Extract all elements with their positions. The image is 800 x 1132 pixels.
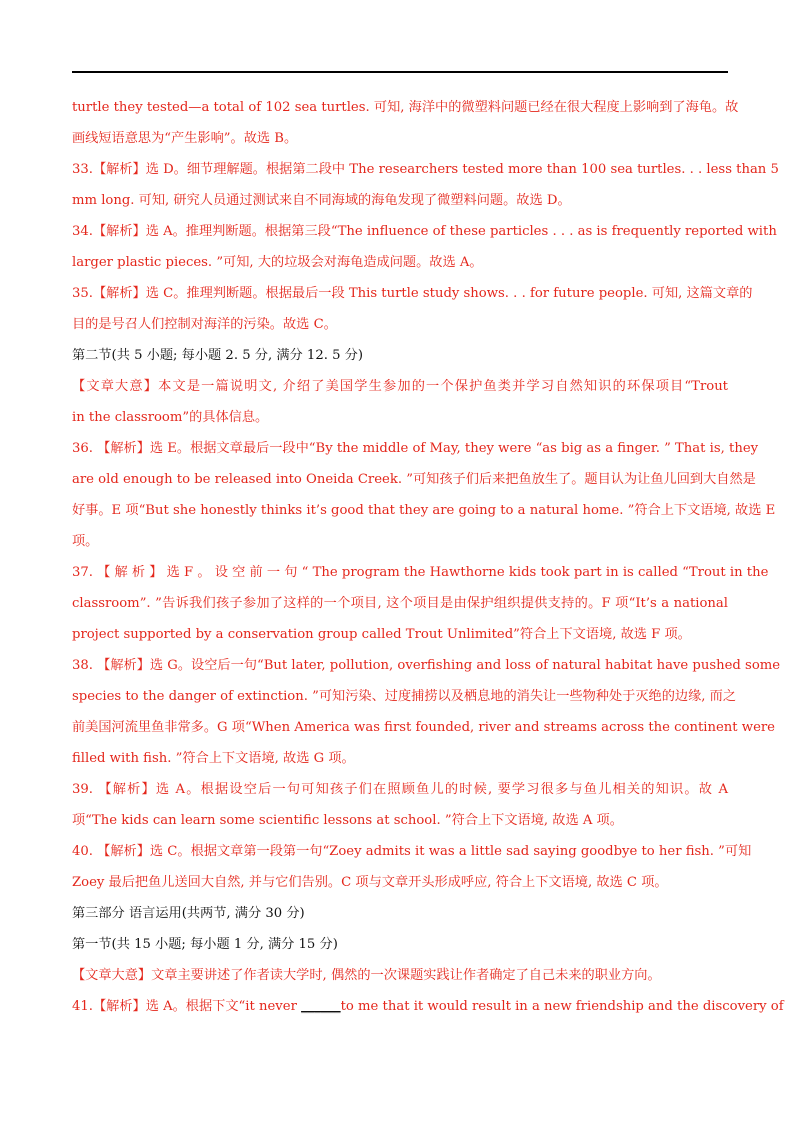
text-line: 33.【解析】选 D。细节理解题。根据第二段中 The researchers tested more than 100 sea turtles. . . less than 5 xyxy=(72,162,779,177)
text-line: 40. 【解析】选 C。根据文章第一段第一句“Zoey admits it was a little sad saying goodbye to her fish. ”可知 xyxy=(72,844,752,859)
blank-underline: ______ xyxy=(301,999,341,1014)
section-heading: 第二节(共 5 小题; 每小题 2. 5 分, 满分 12. 5 分) xyxy=(72,348,364,363)
text-line: 目的是号召人们控制对海洋的污染。故选 C。 xyxy=(72,317,337,332)
answer-explanations xyxy=(72,92,784,1022)
text-line: 36. 【解析】选 E。根据文章最后一段中“By the middle of May, they were “as big as a finger. ” That is, they xyxy=(72,441,759,456)
text-line: 37. 【 解 析 】 选 F 。 设 空 前 一 句 “ The program the Hawthorne kids took part in is called “Trout in the xyxy=(72,565,769,580)
text-line: 【文章大意】本文是一篇说明文, 介绍了美国学生参加的一个保护鱼类并学习自然知识的环保项目“Trout xyxy=(72,379,728,394)
text-line: 好事。E 项“But she honestly thinks it’s good that they are going to a natural home. ”符合上下文语境, 故选 E xyxy=(72,503,776,518)
text-line: larger plastic pieces. ”可知, 大的垃圾会对海龟造成问题。故选 A。 xyxy=(72,255,483,270)
header-rule xyxy=(72,71,728,73)
text-line: classroom”. ”告诉我们孩子参加了这样的一个项目, 这个项目是由保护组织提供支持的。F 项“It’s a national xyxy=(72,596,728,611)
text-line: mm long. 可知, 研究人员通过测试来自不同海域的海龟发现了微塑料问题。故选 D。 xyxy=(72,193,571,208)
text-line: in the classroom”的具体信息。 xyxy=(72,410,269,425)
text-line: 项“The kids can learn some scientific lessons at school. ”符合上下文语境, 故选 A 项。 xyxy=(72,813,623,828)
text-line: turtle they tested—a total of 102 sea turtles. 可知, 海洋中的微塑料问题已经在很大程度上影响到了海龟。故 xyxy=(72,100,739,115)
text-line: 35.【解析】选 C。推理判断题。根据最后一段 This turtle study shows. . . for future people. 可知, 这篇文章的 xyxy=(72,286,753,301)
section-heading: 第三部分 语言运用(共两节, 满分 30 分) xyxy=(72,906,305,921)
text-line-with-blank xyxy=(72,991,784,1022)
text-line: 前美国河流里鱼非常多。G 项“When America was first founded, river and streams across the continent were xyxy=(72,720,775,735)
section-heading: 第一节(共 15 小题; 每小题 1 分, 满分 15 分) xyxy=(72,937,338,952)
text-line: Zoey 最后把鱼儿送回大自然, 并与它们告别。C 项与文章开头形成呼应, 符合上下文语境, 故选 C 项。 xyxy=(72,875,668,890)
text-line: species to the danger of extinction. ”可知污染、过度捕捞以及栖息地的消失让一些物种处于灭绝的边缘, 而之 xyxy=(72,689,737,704)
text-line: are old enough to be released into Oneida Creek. ”可知孩子们后来把鱼放生了。题目认为让鱼儿回到大自然是 xyxy=(72,472,756,487)
text-line: 38. 【解析】选 G。设空后一句“But later, pollution, overfishing and loss of natural habitat have pushed some xyxy=(72,658,781,673)
text-line: 【文章大意】文章主要讲述了作者读大学时, 偶然的一次课题实践让作者确定了自己未来的职业方向。 xyxy=(72,968,661,983)
text-line: project supported by a conservation group called Trout Unlimited”符合上下文语境, 故选 F 项。 xyxy=(72,627,691,642)
text-line: filled with fish. ”符合上下文语境, 故选 G 项。 xyxy=(72,751,355,766)
text-line: 项。 xyxy=(72,534,99,549)
text-segment: 41.【解析】选 A。根据下文“it never xyxy=(72,999,302,1014)
text-line: 画线短语意思为“产生影响”。故选 B。 xyxy=(72,131,298,146)
text-line: 34.【解析】选 A。推理判断题。根据第三段“The influence of these particles . . . as is frequently reported with xyxy=(72,224,777,239)
text-line: 39. 【解析】选 A。根据设空后一句可知孩子们在照顾鱼儿的时候, 要学习很多与鱼儿相关的知识。故 A xyxy=(72,782,728,797)
text-segment: to me that it would result in a new friendship and the discovery of xyxy=(340,999,784,1014)
